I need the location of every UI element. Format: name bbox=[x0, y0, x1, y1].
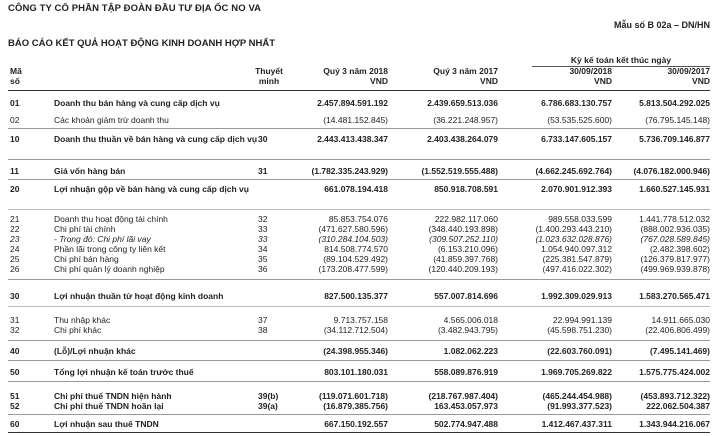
header-col4-line1: 30/09/2017 bbox=[667, 66, 710, 76]
header-rule bbox=[8, 90, 710, 91]
row-value-ytd-2017: (22.406.806.499) bbox=[645, 325, 710, 335]
header-col3 bbox=[569, 66, 612, 86]
row-value-q3-2018: (34.112.712.504) bbox=[323, 325, 388, 335]
row-value-ytd-2018: (53.535.525.600) bbox=[547, 115, 612, 125]
row-divider bbox=[8, 414, 710, 415]
row-value-q3-2018: (119.071.601.718) bbox=[318, 391, 388, 401]
row-divider bbox=[8, 159, 710, 160]
row-note: 38 bbox=[258, 325, 268, 335]
row-value-ytd-2018: (1.400.293.443.210) bbox=[535, 224, 612, 234]
row-value-q3-2018: (24.398.955.346) bbox=[323, 346, 388, 356]
row-value-q3-2017: (348.440.193.898) bbox=[428, 224, 498, 234]
row-value-q3-2017: 502.774.947.488 bbox=[434, 419, 498, 429]
row-value-q3-2017: 163.453.057.973 bbox=[434, 401, 498, 411]
row-value-q3-2018: (471.627.580.596) bbox=[318, 224, 388, 234]
row-value-ytd-2018: 6.733.147.605.157 bbox=[541, 134, 612, 144]
row-value-q3-2018: (89.104.529.492) bbox=[323, 254, 388, 264]
row-value-ytd-2018: 1.412.467.437.311 bbox=[541, 419, 612, 429]
report-title: BÁO CÁO KẾT QUẢ HOẠT ĐỘNG KINH DOANH HỢP NHẤT bbox=[8, 38, 276, 49]
row-code: 32 bbox=[10, 325, 20, 335]
row-value-ytd-2017: 5.736.709.146.877 bbox=[639, 134, 710, 144]
row-description: (Lỗ)/Lợi nhuận khác bbox=[54, 346, 136, 356]
row-description: Lợi nhuận thuần từ hoạt động kinh doanh bbox=[54, 291, 224, 301]
row-value-q3-2018: 803.101.180.031 bbox=[324, 367, 388, 377]
row-note: 39(b) bbox=[258, 391, 279, 401]
row-description: Lợi nhuận sau thuế TNDN bbox=[54, 419, 159, 429]
header-col2-line1: Quý 3 năm 2017 bbox=[433, 66, 498, 76]
row-value-q3-2017: 1.082.062.223 bbox=[443, 346, 498, 356]
row-value-q3-2018: (1.782.335.243.929) bbox=[311, 166, 388, 176]
row-code: 21 bbox=[10, 214, 20, 224]
row-value-ytd-2017: (767.028.589.845) bbox=[640, 234, 710, 244]
row-note: 30 bbox=[258, 134, 268, 144]
header-note bbox=[244, 66, 294, 86]
form-code: Mẫu số B 02a – DN/HN bbox=[613, 20, 710, 30]
header-col3-line2: VND bbox=[594, 76, 612, 86]
row-value-ytd-2017: 1.343.944.216.067 bbox=[639, 419, 710, 429]
row-description: Chi phí khác bbox=[54, 325, 102, 335]
row-value-ytd-2018: (497.416.022.302) bbox=[542, 264, 612, 274]
row-value-ytd-2018: (91.993.377.523) bbox=[547, 401, 612, 411]
company-name: CÔNG TY CỔ PHẦN TẬP ĐOÀN ĐẦU TƯ ĐỊA ỐC NO VA bbox=[8, 3, 262, 14]
row-value-ytd-2017: 5.813.504.292.025 bbox=[639, 98, 710, 108]
row-note: 39(a) bbox=[258, 401, 278, 411]
row-code: 02 bbox=[10, 115, 20, 125]
row-value-q3-2017: (218.767.987.404) bbox=[428, 391, 498, 401]
row-value-ytd-2017: (4.076.182.000.946) bbox=[633, 166, 710, 176]
row-value-ytd-2018: 989.558.033.599 bbox=[548, 214, 612, 224]
row-value-ytd-2018: 6.786.683.130.757 bbox=[541, 98, 612, 108]
row-code: 01 bbox=[10, 98, 20, 108]
row-value-q3-2017: 557.007.814.696 bbox=[434, 291, 498, 301]
row-value-q3-2018: 667.150.192.557 bbox=[324, 419, 388, 429]
row-value-q3-2017: 2.403.438.264.079 bbox=[427, 134, 498, 144]
row-value-ytd-2017: (126.379.817.977) bbox=[640, 254, 710, 264]
row-divider bbox=[8, 128, 710, 129]
row-note: 34 bbox=[258, 244, 268, 254]
row-note: 36 bbox=[258, 264, 268, 274]
row-value-q3-2017: 558.089.876.919 bbox=[434, 367, 498, 377]
row-code: 20 bbox=[10, 184, 20, 194]
row-value-q3-2017: (3.482.943.795) bbox=[437, 325, 498, 335]
header-col4 bbox=[667, 66, 710, 86]
row-value-q3-2017: 222.982.117.060 bbox=[434, 214, 498, 224]
row-value-ytd-2018: 1.054.940.097.312 bbox=[541, 244, 612, 254]
row-value-q3-2017: (6.153.210.096) bbox=[437, 244, 498, 254]
row-value-ytd-2017: 1.441.778.512.032 bbox=[639, 214, 710, 224]
row-value-q3-2018: (310.284.104.503) bbox=[318, 234, 388, 244]
row-divider bbox=[8, 381, 710, 382]
row-description: Chi phí thuế TNDN hoãn lại bbox=[54, 401, 164, 411]
row-value-q3-2017: 4.565.006.018 bbox=[443, 315, 498, 325]
row-divider bbox=[8, 306, 710, 307]
row-description: Các khoản giảm trừ doanh thu bbox=[54, 115, 169, 125]
row-description: Tổng lợi nhuận kế toán trước thuế bbox=[54, 367, 194, 377]
row-description: Giá vốn hàng bán bbox=[54, 166, 126, 176]
row-divider bbox=[8, 340, 710, 341]
row-value-q3-2018: 827.500.135.377 bbox=[324, 291, 388, 301]
row-description: Doanh thu hoạt động tài chính bbox=[54, 214, 168, 224]
row-code: 25 bbox=[10, 254, 20, 264]
header-code bbox=[10, 66, 22, 86]
row-note: 31 bbox=[258, 166, 268, 176]
row-value-ytd-2018: 1.969.705.269.822 bbox=[541, 367, 612, 377]
row-value-q3-2018: 814.508.774.570 bbox=[324, 244, 388, 254]
header-col1-line2: VND bbox=[370, 76, 388, 86]
row-value-q3-2017: 2.439.659.513.036 bbox=[427, 98, 498, 108]
row-value-ytd-2018: (1.023.632.028.876) bbox=[535, 234, 612, 244]
header-code-line1: Mã bbox=[10, 66, 22, 76]
row-code: 51 bbox=[10, 391, 20, 401]
row-code: 26 bbox=[10, 264, 20, 274]
row-value-ytd-2018: (4.662.245.692.764) bbox=[535, 166, 612, 176]
row-divider bbox=[8, 279, 710, 280]
row-code: 31 bbox=[10, 315, 20, 325]
row-description: Thu nhập khác bbox=[54, 315, 111, 325]
row-value-ytd-2018: (45.598.751.230) bbox=[547, 325, 612, 335]
row-code: 22 bbox=[10, 224, 20, 234]
row-value-q3-2017: (309.507.252.110) bbox=[429, 234, 498, 244]
row-value-ytd-2017: (76.795.145.148) bbox=[645, 115, 710, 125]
row-description: Phần lãi trong công ty liên kết bbox=[54, 244, 166, 254]
row-value-q3-2018: (14.481.152.845) bbox=[323, 115, 388, 125]
row-description: Doanh thu thuần về bán hàng và cung cấp dịch vụ bbox=[54, 134, 258, 144]
row-value-q3-2018: 85.853.754.076 bbox=[328, 214, 388, 224]
header-code-line2: số bbox=[10, 76, 20, 86]
row-value-ytd-2018: (22.603.760.091) bbox=[547, 346, 612, 356]
row-value-q3-2018: 2.457.894.591.192 bbox=[317, 98, 388, 108]
row-value-ytd-2017: (7.495.141.469) bbox=[649, 346, 710, 356]
row-value-q3-2017: (1.552.519.555.488) bbox=[421, 166, 498, 176]
row-value-ytd-2017: (888.002.936.035) bbox=[640, 224, 710, 234]
row-code: 24 bbox=[10, 244, 20, 254]
row-value-ytd-2018: (465.244.454.988) bbox=[542, 391, 612, 401]
row-value-ytd-2017: (2.482.398.602) bbox=[649, 244, 710, 254]
header-col1 bbox=[323, 66, 388, 86]
row-description: Chi phí quản lý doanh nghiệp bbox=[54, 264, 165, 274]
row-code: 50 bbox=[10, 367, 20, 377]
header-note-line2: minh bbox=[258, 76, 280, 86]
row-description: Chi phí thuế TNDN hiện hành bbox=[54, 391, 172, 401]
row-value-q3-2018: (16.879.385.756) bbox=[323, 401, 388, 411]
row-code: 60 bbox=[10, 419, 20, 429]
row-description: Lợi nhuận gộp về bán hàng và cung cấp dịch vụ bbox=[54, 184, 249, 194]
row-value-q3-2017: (36.221.248.957) bbox=[433, 115, 498, 125]
row-value-ytd-2017: (499.969.939.878) bbox=[640, 264, 710, 274]
row-divider bbox=[8, 179, 710, 180]
row-value-ytd-2018: (225.381.547.879) bbox=[542, 254, 612, 264]
row-note: 33 bbox=[258, 234, 268, 244]
period-group-header: Kỳ kế toán kết thúc ngày bbox=[532, 55, 710, 67]
row-note: 33 bbox=[258, 224, 268, 234]
row-description: - Trong đó: Chi phí lãi vay bbox=[54, 234, 151, 244]
header-col3-line1: 30/09/2018 bbox=[569, 66, 612, 76]
row-description: Chi phí tài chính bbox=[54, 224, 116, 234]
row-value-q3-2018: 2.443.413.438.347 bbox=[317, 134, 388, 144]
row-description: Doanh thu bán hàng và cung cấp dịch vụ bbox=[54, 98, 220, 108]
header-col1-line1: Quý 3 năm 2018 bbox=[323, 66, 388, 76]
row-note: 37 bbox=[258, 315, 268, 325]
row-value-q3-2018: (173.208.477.599) bbox=[318, 264, 388, 274]
bottom-rule bbox=[8, 432, 710, 433]
row-value-ytd-2017: 1.660.527.145.931 bbox=[639, 184, 710, 194]
row-code: 52 bbox=[10, 401, 20, 411]
row-value-ytd-2017: (453.893.712.322) bbox=[640, 391, 710, 401]
row-value-ytd-2017: 222.062.504.387 bbox=[646, 401, 710, 411]
row-code: 23 bbox=[10, 234, 20, 244]
row-value-ytd-2018: 1.992.309.029.913 bbox=[541, 291, 612, 301]
row-value-ytd-2018: 2.070.901.912.393 bbox=[541, 184, 612, 194]
header-note-line1: Thuyết bbox=[255, 66, 283, 76]
row-description: Chi phí bán hàng bbox=[54, 254, 119, 264]
row-value-ytd-2017: 14.911.665.030 bbox=[651, 315, 710, 325]
row-code: 10 bbox=[10, 134, 20, 144]
row-value-ytd-2018: 22.994.991.139 bbox=[552, 315, 612, 325]
row-code: 11 bbox=[10, 166, 19, 176]
row-value-q3-2017: 850.918.708.591 bbox=[434, 184, 498, 194]
row-note: 35 bbox=[258, 254, 268, 264]
row-value-q3-2018: 9.713.757.158 bbox=[333, 315, 388, 325]
header-col2-line2: VND bbox=[480, 76, 498, 86]
row-note: 32 bbox=[258, 214, 268, 224]
row-divider bbox=[8, 360, 710, 361]
header-col2 bbox=[433, 66, 498, 86]
row-value-q3-2017: (41.859.397.768) bbox=[433, 254, 498, 264]
row-value-q3-2017: (120.440.209.193) bbox=[428, 264, 498, 274]
row-code: 40 bbox=[10, 346, 20, 356]
row-value-q3-2018: 661.078.194.418 bbox=[324, 184, 388, 194]
row-code: 30 bbox=[10, 291, 20, 301]
row-value-ytd-2017: 1.583.270.565.471 bbox=[639, 291, 710, 301]
row-value-ytd-2017: 1.575.775.424.002 bbox=[639, 367, 710, 377]
header-col4-line2: VND bbox=[692, 76, 710, 86]
row-divider bbox=[8, 209, 710, 210]
